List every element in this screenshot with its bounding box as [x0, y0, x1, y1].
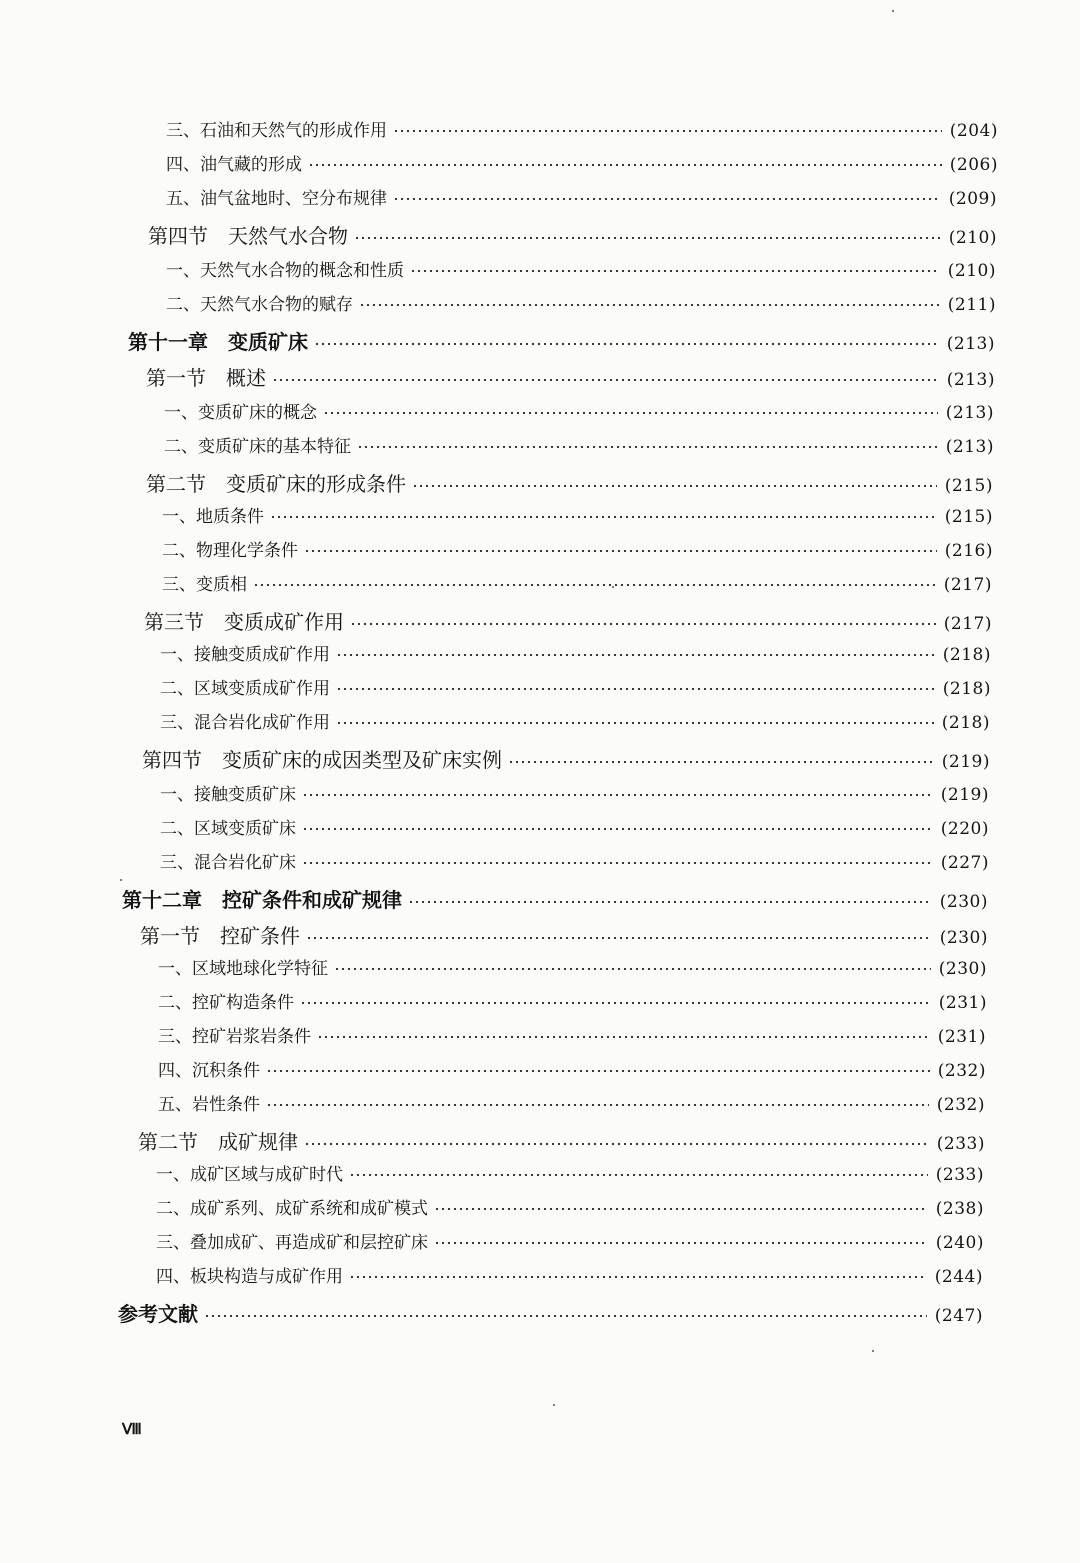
toc-entry-page: (232)	[936, 1095, 985, 1115]
dot-leader	[302, 854, 933, 870]
toc-entry[interactable]	[162, 502, 993, 527]
dot-leader	[266, 1062, 930, 1078]
toc-entry[interactable]	[156, 1194, 984, 1219]
toc-entry[interactable]	[156, 1228, 984, 1253]
scan-speck	[612, 586, 614, 588]
toc-entry-label: 三、混合岩化矿床	[160, 853, 296, 873]
toc-entry-label: 二、区域变质矿床	[160, 819, 296, 839]
toc-entry-label: 一、地质条件	[162, 507, 264, 527]
toc-entry-page: (218)	[942, 645, 991, 665]
toc-entry[interactable]	[166, 184, 997, 209]
toc-entry-label: 第一节 概述	[146, 366, 266, 390]
toc-entry-label: 第十一章 变质矿床	[128, 330, 308, 354]
toc-entry-label: 一、区域地球化学特征	[158, 959, 328, 979]
dot-leader	[349, 1166, 928, 1182]
toc-section-heading[interactable]	[146, 362, 995, 391]
toc-entry-page: (217)	[943, 614, 992, 634]
toc-entry-page: (213)	[945, 403, 994, 423]
toc-entry-label: 第四节 变质矿床的成因类型及矿床实例	[142, 748, 502, 772]
toc-section-heading[interactable]	[138, 1126, 985, 1155]
scan-speck	[120, 879, 122, 881]
toc-entry[interactable]	[166, 290, 996, 315]
toc-entry[interactable]	[166, 256, 996, 281]
dot-leader	[308, 156, 942, 172]
dot-leader	[272, 371, 939, 387]
toc-entry-page: (210)	[947, 261, 996, 281]
toc-entry-page: (231)	[937, 1027, 986, 1047]
toc-entry-page: (233)	[936, 1134, 985, 1154]
toc-entry-page: (240)	[935, 1233, 984, 1253]
toc-entry-label: 三、石油和天然气的形成作用	[166, 121, 387, 141]
toc-entry-label: 二、天然气水合物的赋存	[166, 295, 353, 315]
toc-entry[interactable]	[158, 954, 987, 979]
toc-entry-label: 二、变质矿床的基本特征	[164, 437, 351, 457]
toc-entry-label: 三、混合岩化成矿作用	[160, 713, 330, 733]
dot-leader	[350, 615, 936, 631]
toc-entry[interactable]	[166, 150, 998, 175]
toc-entry-page: (230)	[939, 928, 988, 948]
toc-entry-label: 参考文献	[118, 1302, 198, 1326]
toc-entry[interactable]	[158, 1056, 986, 1081]
toc-entry-label: 第二节 变质矿床的形成条件	[146, 472, 406, 496]
toc-entry-page: (230)	[938, 959, 987, 979]
toc-entry-label: 五、岩性条件	[158, 1095, 260, 1115]
dot-leader	[314, 335, 939, 351]
toc-section-heading[interactable]	[148, 220, 997, 249]
dot-leader	[270, 508, 937, 524]
dot-leader	[412, 477, 937, 493]
dot-leader	[334, 960, 931, 976]
toc-entry-label: 四、板块构造与成矿作用	[156, 1267, 343, 1287]
dot-leader	[434, 1234, 928, 1250]
toc-entry-label: 一、成矿区域与成矿时代	[156, 1165, 343, 1185]
toc-entry-page: (217)	[943, 575, 992, 595]
toc-entry-label: 二、控矿构造条件	[158, 993, 294, 1013]
toc-entry-label: 三、控矿岩浆岩条件	[158, 1027, 311, 1047]
toc-entry-page: (233)	[935, 1165, 984, 1185]
dot-leader	[336, 646, 935, 662]
dot-leader	[317, 1028, 930, 1044]
toc-entry-page: (204)	[949, 121, 998, 141]
toc-entry-page: (210)	[948, 228, 997, 248]
dot-leader	[304, 542, 937, 558]
toc-entry-label: 第四节 天然气水合物	[148, 224, 348, 248]
dot-leader	[253, 576, 936, 592]
toc-entry-label: 一、天然气水合物的概念和性质	[166, 261, 404, 281]
toc-entry-page: (213)	[946, 334, 995, 354]
scan-speck	[553, 1404, 555, 1406]
toc-entry-page: (213)	[945, 437, 994, 457]
toc-entry-label: 一、接触变质成矿作用	[160, 645, 330, 665]
dot-leader	[204, 1307, 927, 1323]
scan-speck	[892, 10, 894, 12]
toc-entry-page: (238)	[935, 1199, 984, 1219]
dot-leader	[336, 714, 934, 730]
toc-entry[interactable]	[160, 708, 990, 733]
toc-chapter-heading[interactable]	[122, 884, 988, 913]
dot-leader	[359, 296, 940, 312]
toc-entry-page: (211)	[947, 295, 996, 315]
toc-entry-page: (215)	[944, 476, 993, 496]
toc-entry-page: (215)	[944, 507, 993, 527]
toc-entry-label: 四、油气藏的形成	[166, 155, 302, 175]
toc-entry[interactable]	[164, 398, 994, 423]
toc-entry[interactable]	[158, 1022, 986, 1047]
toc-entry-label: 一、接触变质矿床	[160, 785, 296, 805]
toc-entry[interactable]	[158, 1090, 985, 1115]
dot-leader	[434, 1200, 928, 1216]
toc-entry-page: (218)	[942, 679, 991, 699]
toc-section-heading[interactable]	[142, 744, 990, 773]
toc-entry[interactable]	[160, 780, 989, 805]
dot-leader	[408, 893, 932, 909]
toc-section-heading[interactable]	[146, 468, 993, 497]
toc-entry-page: (219)	[940, 785, 989, 805]
dot-leader	[306, 929, 932, 945]
toc-entry[interactable]	[160, 814, 989, 839]
dot-leader	[410, 262, 940, 278]
dot-leader	[336, 680, 935, 696]
dot-leader	[393, 190, 941, 206]
dot-leader	[393, 122, 942, 138]
toc-entry-page: (218)	[941, 713, 990, 733]
toc-entry-page: (213)	[946, 370, 995, 390]
toc-entry[interactable]	[158, 988, 987, 1013]
toc-entry-page: (220)	[940, 819, 989, 839]
toc-entry-label: 第二节 成矿规律	[138, 1130, 298, 1154]
dot-leader	[357, 438, 938, 454]
toc-entry-label: 二、区域变质成矿作用	[160, 679, 330, 699]
toc-entry-page: (216)	[944, 541, 993, 561]
toc-entry[interactable]	[166, 116, 998, 141]
toc-entry-page: (231)	[938, 993, 987, 1013]
dot-leader	[300, 994, 931, 1010]
dot-leader	[266, 1096, 929, 1112]
toc-entry[interactable]	[156, 1262, 983, 1287]
toc-entry-label: 五、油气盆地时、空分布规律	[166, 189, 387, 209]
dot-leader	[349, 1268, 927, 1284]
toc-entry-page: (244)	[934, 1267, 983, 1287]
toc-entry[interactable]	[156, 1160, 984, 1185]
toc-chapter-heading[interactable]	[128, 326, 995, 355]
dot-leader	[508, 753, 934, 769]
toc-entry-page: (230)	[939, 892, 988, 912]
toc-entry-label: 二、物理化学条件	[162, 541, 298, 561]
toc-entry-page: (232)	[937, 1061, 986, 1081]
dot-leader	[302, 820, 933, 836]
dot-leader	[354, 229, 941, 245]
toc-entry-page: (206)	[949, 155, 998, 175]
toc-section-heading[interactable]	[140, 920, 988, 949]
toc-entry-page: (209)	[948, 189, 997, 209]
toc-entry-page: (227)	[940, 853, 989, 873]
toc-entry-label: 一、变质矿床的概念	[164, 403, 317, 423]
toc-entry-label: 第一节 控矿条件	[140, 924, 300, 948]
toc-entry-label: 三、变质相	[162, 575, 247, 595]
toc-entry-label: 二、成矿系列、成矿系统和成矿模式	[156, 1199, 428, 1219]
toc-entry-page: (247)	[934, 1306, 983, 1326]
dot-leader	[323, 404, 938, 420]
toc-entry-label: 第十二章 控矿条件和成矿规律	[122, 888, 402, 912]
toc-entry[interactable]	[162, 570, 992, 595]
dot-leader	[304, 1135, 929, 1151]
page-number-folio: Ⅷ	[122, 1422, 141, 1438]
toc-entry-label: 三、叠加成矿、再造成矿和层控矿床	[156, 1233, 428, 1253]
toc-entry-page: (219)	[941, 752, 990, 772]
toc-entry-label: 第三节 变质成矿作用	[144, 610, 344, 634]
toc-entry[interactable]	[160, 640, 991, 665]
toc-references-heading[interactable]	[118, 1298, 983, 1327]
toc-entry[interactable]	[160, 674, 991, 699]
toc-entry[interactable]	[162, 536, 993, 561]
scan-speck	[872, 1350, 874, 1352]
toc-entry[interactable]	[164, 432, 994, 457]
dot-leader	[302, 786, 933, 802]
toc-section-heading[interactable]	[144, 606, 992, 635]
toc-entry[interactable]	[160, 848, 989, 873]
toc-entry-label: 四、沉积条件	[158, 1061, 260, 1081]
